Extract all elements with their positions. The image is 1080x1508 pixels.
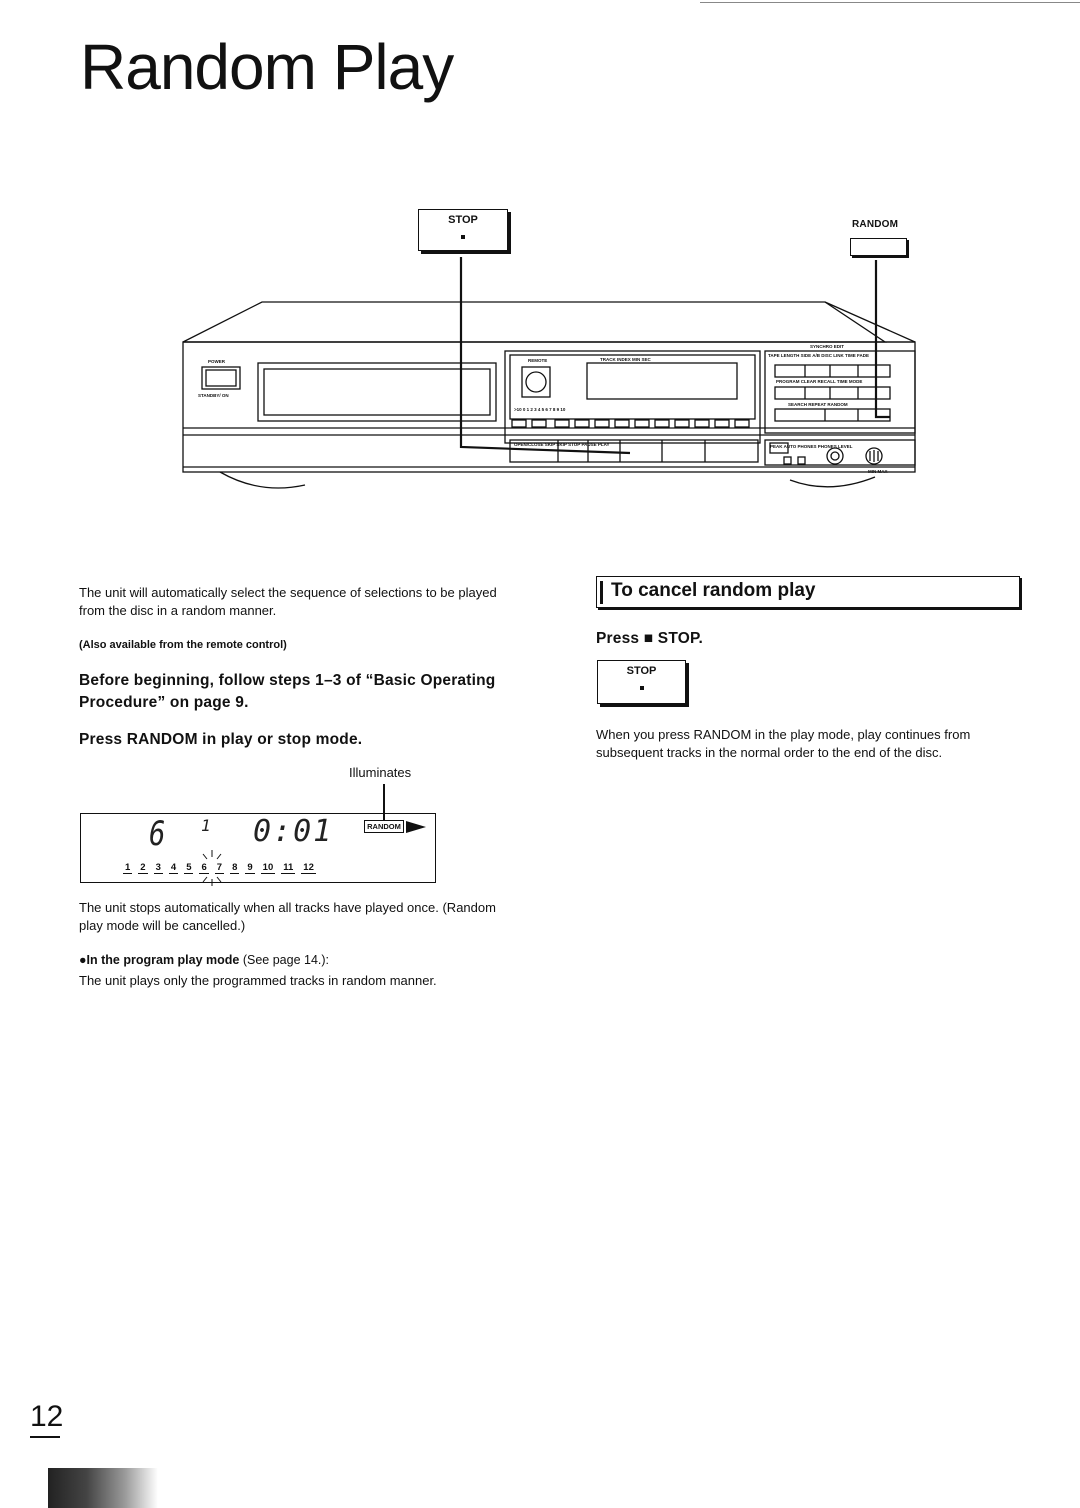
stop-symbol-icon: [461, 235, 465, 239]
step-before-beginning: Before beginning, follow steps 1–3 of “Basic Operating Procedure” on page 9.: [79, 672, 496, 711]
auto-stop-paragraph: The unit stops automatically when all tracks have played once. (Random play mode will be cancelled.): [79, 900, 496, 933]
svg-text:REMOTE: REMOTE: [528, 358, 548, 363]
svg-text:PROGRAM CLEAR RECALL TIME: PROGRAM CLEAR RECALL TIME MODE: [776, 379, 863, 384]
page-title: Random Play: [80, 31, 454, 103]
stop-callout-label: STOP: [448, 214, 478, 226]
lcd-track-number: 3: [155, 862, 161, 873]
lcd-track-number: 10: [262, 862, 274, 873]
illuminates-label: Illuminates: [349, 765, 412, 780]
svg-text:OPEN/CLOSE SKIP SKIP STOP: OPEN/CLOSE SKIP SKIP STOP PAUSE PLAY: [514, 442, 610, 447]
remote-control-note: (Also available from the remote control): [79, 639, 287, 651]
cancel-note-paragraph: When you press RANDOM in the play mode, play continues from subsequent tracks in the normal order to the end of the disc.: [596, 727, 971, 760]
heading-bar: [600, 581, 603, 604]
lcd-track-number: 7: [216, 862, 223, 873]
svg-text:TRACK INDEX MIN SEC: TRACK INDEX MIN SEC: [600, 357, 651, 362]
lcd-random-text: RANDOM: [367, 822, 401, 831]
intro-paragraph: The unit will automatically select the sequence of selections to be played from the disc in a random manner.: [79, 585, 497, 618]
program-mode-heading: ●In the program play mode: [79, 953, 240, 967]
cancel-random-heading: To cancel random play: [611, 580, 816, 601]
svg-text:PEAK AUTO PHONES PHONES: PEAK AUTO PHONES PHONES LEVEL: [770, 444, 853, 449]
lcd-track-number: 4: [170, 862, 177, 873]
press-stop-instruction: Press ■ STOP.: [596, 630, 704, 647]
lcd-random-indicator: [364, 820, 404, 833]
cd-player-illustration: [150, 245, 930, 495]
svg-text:SYNCHRO EDIT: SYNCHRO EDIT: [810, 344, 845, 349]
svg-text:POWER: POWER: [208, 359, 226, 364]
lcd-play-arrow-icon: [406, 821, 426, 833]
page-number: 12: [30, 1400, 64, 1433]
lcd-track-number-blinking: 6: [201, 862, 207, 873]
svg-text:MIN MAX: MIN MAX: [868, 469, 888, 474]
program-mode-reference: (See page 14.):: [239, 953, 330, 967]
svg-text:TAPE LENGTH SIDE A/B DISC LI: TAPE LENGTH SIDE A/B DISC LINK TIME FADE: [768, 353, 870, 358]
random-callout-label: RANDOM: [852, 219, 899, 230]
lcd-track-number: 5: [186, 862, 192, 873]
lcd-track-number: 8: [232, 862, 238, 873]
corner-thumb-mark: [48, 1468, 158, 1508]
stop-button-illustration: [597, 660, 686, 704]
svg-text:>10 0 1 2 3 4 5 6: >10 0 1 2 3 4 5 6 7 8 9 10: [514, 407, 566, 412]
step-press-random: Press RANDOM in play or stop mode.: [79, 731, 363, 748]
program-mode-line: [79, 953, 329, 967]
svg-text:STANDBY/ ON: STANDBY/ ON: [198, 393, 229, 398]
lcd-display: [80, 813, 436, 883]
program-mode-text: The unit plays only the programmed tracks in random manner.: [79, 973, 437, 988]
stop-button-label: STOP: [626, 665, 657, 677]
blink-rays-icon: [195, 848, 229, 888]
lcd-index-digit: 1: [201, 816, 211, 835]
lcd-track-number: 1: [125, 862, 131, 873]
lcd-track-number: 9: [247, 862, 253, 873]
top-edge-rule: [700, 2, 1080, 3]
page-number-underline: [30, 1436, 60, 1438]
stop-square-icon: [640, 686, 644, 690]
lcd-track-number: 11: [283, 862, 294, 873]
lcd-track-number: 2: [140, 862, 146, 873]
svg-text:SEARCH REPEAT RANDOM: SEARCH REPEAT RANDOM: [788, 402, 848, 407]
lcd-track-number: 12: [303, 862, 314, 873]
lcd-track-digit: 6: [149, 814, 166, 854]
lcd-time-digits: 0:01: [253, 814, 334, 849]
cancel-random-heading-box: [596, 576, 1020, 608]
